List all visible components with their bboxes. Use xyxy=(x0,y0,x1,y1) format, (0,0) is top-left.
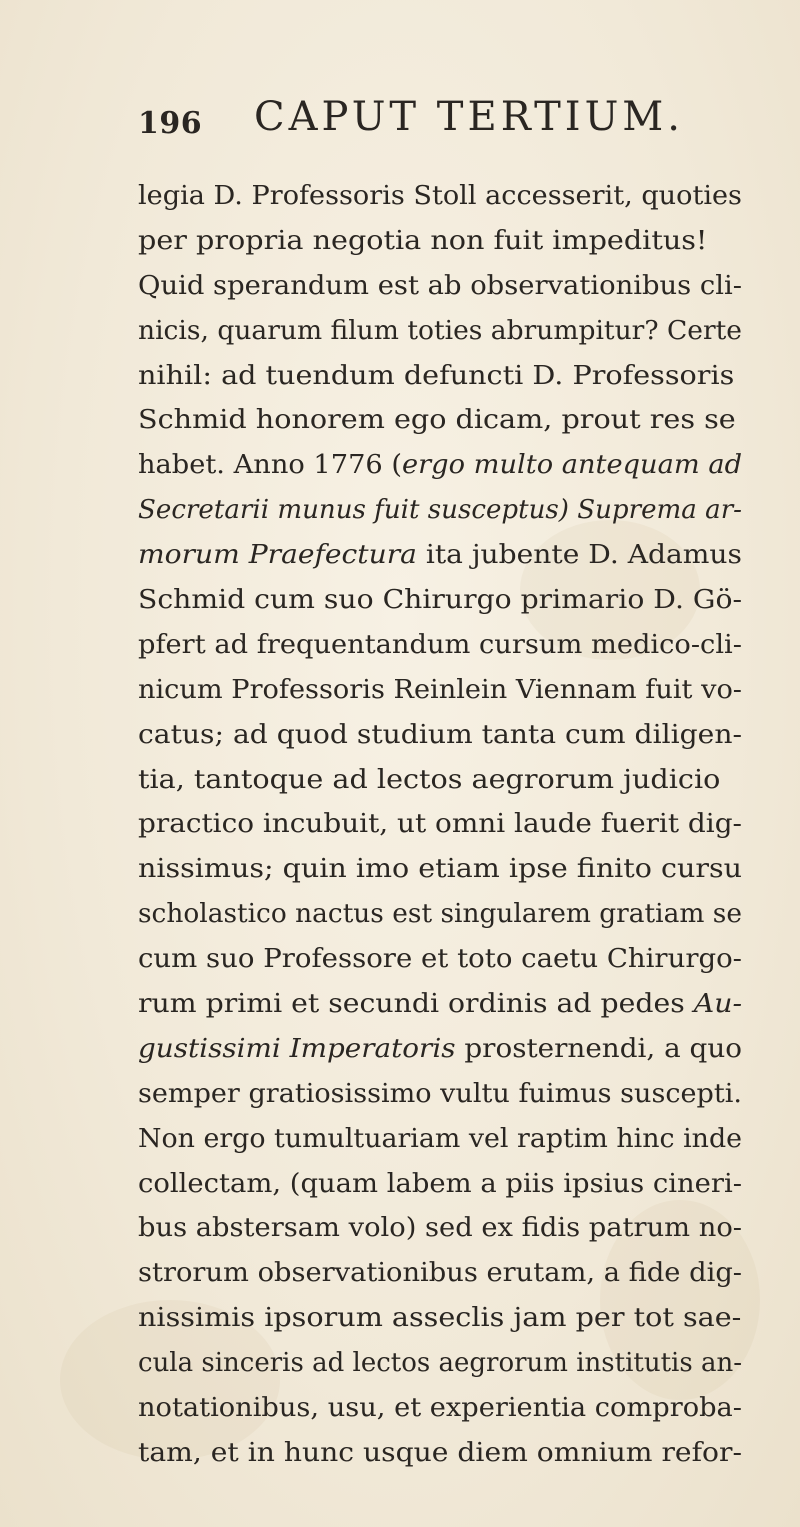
text-line xyxy=(138,623,742,668)
text-line xyxy=(138,758,742,803)
text-line xyxy=(138,1251,742,1296)
text-line xyxy=(138,174,742,219)
text-segment: ita jubente D. Adamus xyxy=(416,539,742,571)
text-segment: nissimis ipsorum asseclis jam per tot sae- xyxy=(138,1302,742,1334)
text-segment: notationibus, usu, et experientia comproba- xyxy=(138,1392,742,1424)
text-line xyxy=(138,1386,742,1431)
text-line xyxy=(138,309,742,354)
text-line xyxy=(138,668,742,713)
text-line xyxy=(138,1341,742,1386)
text-line xyxy=(138,713,742,758)
text-line xyxy=(138,443,742,488)
text-segment: nicum Professoris Reinlein Viennam fuit vo- xyxy=(138,673,742,705)
text-segment: practico incubuit, ut omni laude fuerit dig- xyxy=(138,808,742,840)
text-line xyxy=(138,1206,742,1251)
text-line xyxy=(138,1117,742,1162)
text-segment: catus; ad quod studium tanta cum diligen- xyxy=(138,718,743,750)
italic-text: gustissimi Imperatoris xyxy=(138,1032,456,1064)
text-line xyxy=(138,488,742,533)
text-line xyxy=(138,1162,742,1207)
text-segment: tia, tantoque ad lectos aegrorum judicio xyxy=(138,763,721,795)
italic-text: morum Praefectura xyxy=(138,539,417,571)
text-line xyxy=(138,1431,742,1476)
text-segment: per propria negotia non fuit impeditus! xyxy=(138,224,708,256)
text-line xyxy=(138,982,742,1027)
text-line xyxy=(138,1072,742,1117)
text-segment: scholastico nactus est singularem gratiam se xyxy=(138,898,742,930)
italic-text: ergo multo antequam ad xyxy=(402,449,743,481)
text-line xyxy=(138,398,742,443)
body-text xyxy=(138,174,742,1476)
text-segment: nicis, quarum filum toties abrumpitur? Certe xyxy=(138,314,742,346)
text-line xyxy=(138,802,742,847)
text-segment: semper gratiosissimo vultu fuimus suscepti. xyxy=(138,1077,742,1109)
text-line xyxy=(138,578,742,623)
text-segment: collectam, (quam labem a piis ipsius cineri- xyxy=(138,1167,743,1199)
text-line xyxy=(138,937,742,982)
text-segment: cum suo Professore et toto caetu Chirurgo- xyxy=(138,943,742,975)
text-line xyxy=(138,1027,742,1072)
text-segment: rum primi et secundi ordinis ad pedes xyxy=(138,988,694,1020)
text-segment: nissimus; quin imo etiam ipse finito cursu xyxy=(138,853,743,885)
running-title: CAPUT TERTIUM. xyxy=(254,94,684,140)
text-segment: pfert ad frequentandum cursum medico-cli- xyxy=(138,628,742,660)
text-line xyxy=(138,892,742,937)
text-line xyxy=(138,354,742,399)
text-segment: tam, et in hunc usque diem omnium refor- xyxy=(138,1436,742,1468)
text-segment: bus abstersam volo) sed ex fidis patrum no- xyxy=(138,1212,743,1244)
text-line xyxy=(138,533,742,578)
text-line xyxy=(138,847,742,892)
text-segment: nihil: ad tuendum defuncti D. Professoris xyxy=(138,359,735,391)
text-segment: habet. Anno 1776 ( xyxy=(138,449,403,481)
text-segment: Non ergo tumultuariam vel raptim hinc inde xyxy=(138,1122,743,1154)
text-segment: Quid sperandum est ab observationibus cli- xyxy=(138,269,742,301)
text-segment: prosternendi, a quo xyxy=(455,1032,742,1064)
italic-text: Au- xyxy=(693,988,743,1020)
text-segment: Schmid honorem ego dicam, prout res se xyxy=(138,404,736,436)
text-line xyxy=(138,264,742,309)
page-number: 196 xyxy=(138,106,203,141)
text-segment: Schmid cum suo Chirurgo primario D. Gö- xyxy=(138,584,742,616)
text-line xyxy=(138,1296,742,1341)
text-segment: strorum observationibus erutam, a fide dig- xyxy=(138,1257,743,1289)
italic-text: Secretarii munus fuit susceptus) Suprema ar- xyxy=(138,494,742,526)
text-line xyxy=(138,219,742,264)
text-segment: cula sinceris ad lectos aegrorum institutis an- xyxy=(138,1347,742,1379)
page-header xyxy=(0,92,800,152)
text-segment: legia D. Professoris Stoll accesserit, quoties xyxy=(138,180,742,211)
